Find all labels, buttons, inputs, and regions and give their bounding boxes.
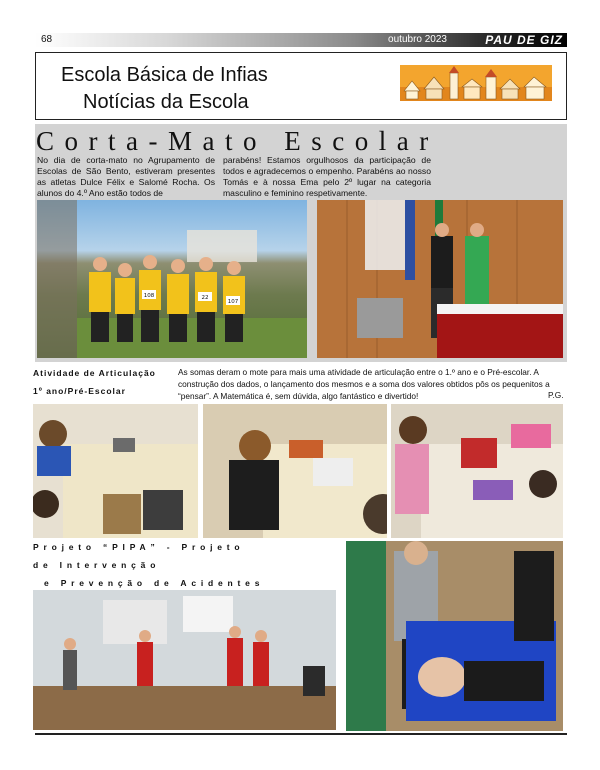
bib-number: 108: [143, 293, 155, 299]
article-text-column-1: No dia de corta-mato no Agrupamento de Escolas de São Bento, estiveram presentes as atletas Dulce Félix e Salomé Rocha. Os alunos do 4.º Ano estão todos de: [37, 155, 215, 198]
school-title: Escola Básica de Infias: [61, 64, 268, 86]
cpr-training-photo: [346, 541, 563, 731]
section-heading: de Intervenção: [33, 560, 161, 570]
author-signoff: P.G.: [548, 390, 564, 400]
cross-country-group-photo: [37, 200, 307, 358]
classroom-photo-3: [391, 404, 563, 538]
newspaper-name: PAU DE GIZ: [485, 33, 563, 47]
page-bottom-rule: [35, 733, 567, 735]
athletes-visit-photo: [317, 200, 563, 358]
firefighters-classroom-photo: [33, 590, 336, 730]
section-heading: Atividade de Articulação: [33, 368, 156, 378]
school-subtitle: Notícias da Escola: [83, 91, 249, 113]
article-text: As somas deram o mote para mais uma atividade de articulação entre o 1.º ano e o Pré-escolar. A construção dos dados, o lançamento dos mesmos e a soma dos valores obtidos pôs os pequenitos a “pensar”. A Matemática é, sem dúvida, algo fantástico e divertido!: [178, 367, 550, 401]
classroom-photo-1: [33, 404, 198, 538]
village-illustration: [400, 65, 552, 101]
classroom-photo-2: [203, 404, 387, 538]
page-number: 68: [41, 34, 53, 45]
section-heading: Projeto “PIPA” - Projeto: [33, 542, 245, 552]
section-heading: 1º ano/Pré-Escolar: [33, 386, 126, 396]
article-text-column-2: parabéns! Estamos orgulhosos da participação de todos e agradecemos o empenho. Parabéns ao nosso Tomás e à nossa Ema pelo 2º lugar na categoria masculino e feminino respetivamente.: [223, 155, 431, 198]
page-header-bar: [35, 33, 567, 47]
school-header: [35, 52, 567, 120]
article-title: Corta-Mato Escolar: [36, 126, 439, 156]
issue-date: outubro 2023: [388, 34, 447, 45]
bib-number: 107: [227, 299, 239, 305]
section-heading: e Prevenção de Acidentes: [44, 578, 265, 588]
bib-number: 22: [201, 295, 209, 301]
